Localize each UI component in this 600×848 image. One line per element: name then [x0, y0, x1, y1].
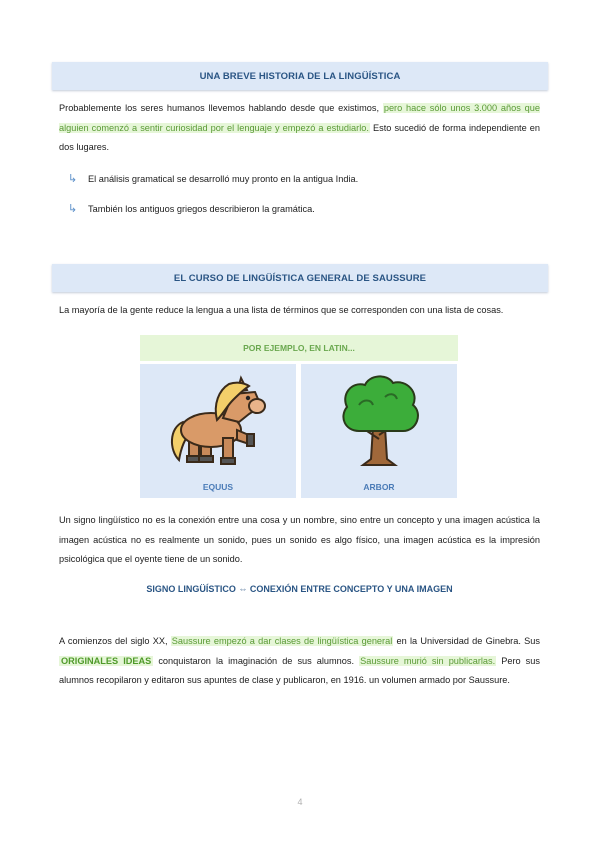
- return-arrow-icon: ↳: [68, 203, 78, 215]
- para-text: en la Universidad de Ginebra. Sus: [396, 636, 540, 646]
- page-number: 4: [297, 797, 303, 807]
- highlight-text: Saussure murió sin publicarlas.: [360, 655, 496, 666]
- para-text: A comienzos del siglo XX,: [59, 636, 168, 646]
- para-text: Probablemente los seres humanos llevemos hablando desde que existimos,: [59, 103, 380, 113]
- list-item: [68, 172, 358, 185]
- list-item: [68, 202, 315, 215]
- highlight-text: pero hace sólo unos 3.000 años que alguien comenzó a sentir curiosidad por el lenguaje y empezó a estudiarlo.: [59, 103, 540, 133]
- equus-caption: EQUUS: [202, 482, 234, 492]
- section-title-historia: UNA BREVE HISTORIA DE LA LINGÜÍSTICA: [52, 62, 548, 90]
- tree-icon: [329, 369, 429, 469]
- section-title-saussure: EL CURSO DE LINGÜÍSTICA GENERAL DE SAUSSURE: [52, 264, 548, 292]
- para-text: Pero sus alumnos recopilaron y editaron sus apuntes de clase y publicaron, en 1916. un volumen armado por Saussure.: [59, 655, 540, 685]
- signo-paragraph: Un signo lingüístico no es la conexión entre una cosa y un nombre, sino entre un concepto y una imagen acústica la imagen acústica no es realmente un sonido, pues un sonido es algo físico, una imagen acústica es la impresión psicológica que el oyente tiene de un sonido.: [59, 515, 540, 564]
- highlight-text: Saussure empezó a dar clases de lingüística general: [171, 636, 393, 646]
- arbor-caption: ARBOR: [363, 482, 395, 492]
- para-text: conquistaron la imaginación de sus alumnos.: [158, 655, 355, 666]
- example-heading: POR EJEMPLO, EN LATIN...: [140, 335, 458, 361]
- key-statement: SIGNO LINGÜÍSTICO ⇔ CONEXIÓN ENTRE CONCEPTO Y UNA IMAGEN: [146, 584, 453, 594]
- list-item-text: El análisis gramatical se desarrolló muy pronto en la antigua India.: [88, 173, 359, 184]
- return-arrow-icon: ↳: [68, 173, 78, 185]
- list-item-text: También los antiguos griegos describieron la gramática.: [88, 203, 315, 214]
- final-paragraph: [59, 632, 540, 691]
- intro-paragraph-2: La mayoría de la gente reduce la lengua a una lista de términos que se corresponden con una lista de cosas.: [59, 305, 504, 315]
- intro-paragraph: [59, 99, 540, 158]
- example-panel-equus: [140, 364, 296, 498]
- example-panel-arbor: [301, 364, 457, 498]
- highlight-text-bold: ORIGINALES IDEAS: [61, 655, 152, 666]
- horse-icon: [163, 370, 273, 470]
- para-text: Esto sucedió de forma independiente en dos lugares.: [59, 122, 540, 152]
